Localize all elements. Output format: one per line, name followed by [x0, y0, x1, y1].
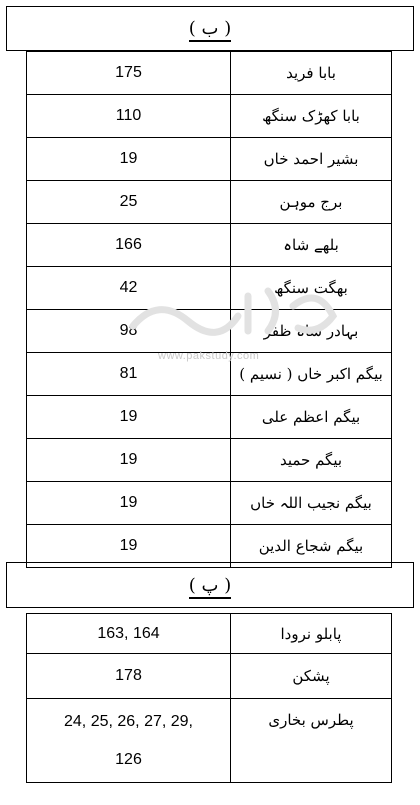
page-numbers-line2: 126: [115, 750, 142, 768]
section-p-header: [6, 562, 414, 608]
section-b-underline: [189, 40, 231, 42]
entry-name: پابلو نرودا: [231, 614, 392, 654]
page-numbers-multiline: [27, 699, 231, 783]
entry-name: بلھے شاہ: [231, 224, 392, 267]
section-p-table: [26, 613, 392, 783]
table-row: [27, 482, 392, 525]
table-row: [27, 310, 392, 353]
page-numbers: 175: [27, 52, 231, 95]
table-row: [27, 396, 392, 439]
page-numbers: 25: [27, 181, 231, 224]
table-row: [27, 52, 392, 95]
page-numbers: 19: [27, 482, 231, 525]
page-numbers: 19: [27, 138, 231, 181]
section-b-header: [6, 6, 414, 51]
table-row: [27, 439, 392, 482]
table-row: [27, 138, 392, 181]
entry-name: بھگت سنگھ: [231, 267, 392, 310]
watermark-url: www.pakstudy.com: [158, 350, 260, 362]
page-numbers: 110: [27, 95, 231, 138]
table-row: [27, 699, 392, 783]
page-numbers: 19: [27, 396, 231, 439]
page-numbers-line1: 24, 25, 26, 27, 29,: [64, 712, 193, 730]
page-numbers: 166: [27, 224, 231, 267]
entry-name: بشیر احمد خاں: [231, 138, 392, 181]
page-numbers: 19: [27, 439, 231, 482]
table-row: [27, 181, 392, 224]
entry-name: بابا فرید: [231, 52, 392, 95]
entry-name: بیگم حمید: [231, 439, 392, 482]
section-b-title: ( ب ): [188, 18, 232, 39]
section-p-title: ( پ ): [188, 574, 232, 596]
table-row: [27, 224, 392, 267]
entry-name: پشکن: [231, 654, 392, 699]
entry-name: برج موہن: [231, 181, 392, 224]
page-numbers: 81: [27, 353, 231, 396]
entry-name: بیگم شجاع الدین: [231, 525, 392, 568]
table-row: [27, 267, 392, 310]
table-row: [27, 654, 392, 699]
page-numbers: 19: [27, 525, 231, 568]
section-b-table: [26, 51, 392, 568]
section-p-underline: [189, 597, 231, 599]
page-numbers: 178: [27, 654, 231, 699]
page-numbers: 42: [27, 267, 231, 310]
entry-name: بیگم اکبر خاں ( نسیم ): [231, 353, 392, 396]
entry-name: بابا کھڑک سنگھ: [231, 95, 392, 138]
page-numbers: 98: [27, 310, 231, 353]
page-numbers: 163, 164: [27, 614, 231, 654]
entry-name: بیگم اعظم علی: [231, 396, 392, 439]
table-row: [27, 614, 392, 654]
entry-name: بہادر شاہ ظفر: [231, 310, 392, 353]
entry-name: پطرس بخاری: [231, 699, 392, 783]
table-row: [27, 95, 392, 138]
entry-name: بیگم نجیب اللہ خاں: [231, 482, 392, 525]
